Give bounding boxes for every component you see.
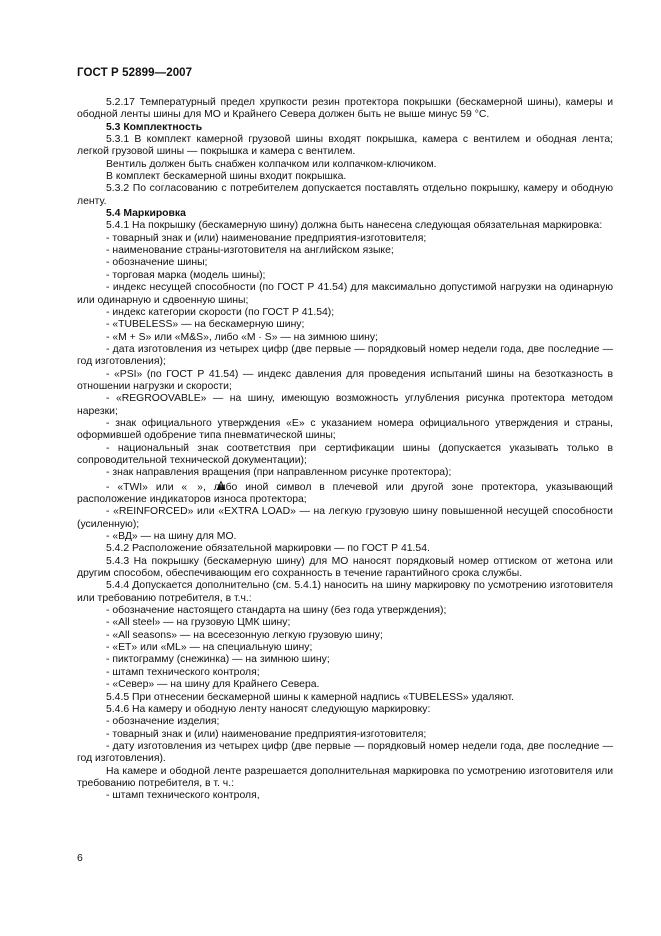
paragraph: - торговая марка (модель шины); — [106, 269, 266, 281]
paragraph: - дату изготовления из четырех цифр (две первые — порядковый номер недели года, две последние — год изготовления). — [77, 740, 613, 765]
paragraph: - штамп технического контроля; — [106, 666, 260, 678]
paragraph: - знак направления вращения (при направленном рисунке протектора); — [106, 467, 452, 479]
tread-wear-indicator-icon — [187, 480, 197, 491]
paragraph: - индекс несущей способности (по ГОСТ Р 41.54) для максимально допустимой нагрузки на одинарную или одинарную и сдвоенную шины; — [77, 282, 613, 306]
paragraph: - «PSI» (по ГОСТ Р 41.54) — индекс давления для проведения испытаний шины на безотказность в отношении нагрузки и скорости; — [77, 368, 613, 392]
paragraph: Вентиль должен быть снабжен колпачком или колпачком-ключиком. — [106, 158, 437, 170]
paragraph: - «Север» — на шину для Крайнего Севера. — [106, 679, 320, 691]
paragraph: 5.4.1 На покрышку (бескамерную шину) должна быть нанесена следующая обязательная маркировка: — [106, 220, 603, 232]
section-heading: 5.3 Комплектность — [106, 121, 203, 133]
paragraph: 5.4.6 На камеру и ободную ленту наносят следующую маркировку: — [106, 703, 431, 715]
paragraph: 5.4.5 При отнесении бескамерной шины к камерной надпись «TUBELESS» удаляют. — [106, 691, 515, 703]
paragraph: 5.4.3 На покрышку (бескамерную шину) для МО наносят порядковый номер оттиском от жетона или другим способом, обеспечивающим его сохранность в течение гарантийного срока службы. — [77, 555, 613, 580]
paragraph: - «ET» или «ML» — на специальную шину; — [106, 642, 313, 654]
document-body — [77, 97, 613, 803]
paragraph: - обозначение настоящего стандарта на шину (без года утверждения); — [106, 605, 447, 617]
paragraph: - национальный знак соответствия при сертификации шины (допускается указывать только в сопроводительной технической документации); — [77, 442, 613, 466]
paragraph: - «All steel» — на грузовую ЦМК шину; — [106, 617, 291, 629]
paragraph: - «M + S» или «M&S», либо «M · S» — на зимнюю шину; — [106, 331, 378, 343]
paragraph: 5.4.4 Допускается дополнительно (см. 5.4.1) наносить на шину маркировку по усмотрению изготовителя или требованию потребителя, в т.ч.: — [77, 580, 613, 604]
paragraph: 5.4.2 Расположение обязательной маркировки — по ГОСТ Р 41.54. — [106, 543, 430, 555]
paragraph: - товарный знак и (или) наименование предприятия-изготовителя; — [106, 232, 427, 244]
paragraph: - пиктограмму (снежинка) — на зимнюю шину; — [106, 654, 330, 666]
paragraph: - знак официального утверждения «Е» с указанием номера официального утверждения и страны, оформившей одобрение типа пневматической шины; — [77, 417, 613, 442]
paragraph: 5.3.1 В комплект камерной грузовой шины входят покрышка, камера с вентилем и ободная лента; легкой грузовой шины — покрышка и камера с вентилем. — [77, 134, 613, 158]
paragraph: - товарный знак и (или) наименование предприятия-изготовителя; — [106, 728, 427, 740]
paragraph — [77, 480, 613, 507]
paragraph: - штамп технического контроля, — [106, 790, 260, 802]
paragraph: - «All seasons» — на всесезонную легкую грузовую шину; — [106, 629, 383, 641]
paragraph: - «REGROOVABLE» — на шину, имеющую возможность углубления рисунка протектора методом нарезки; — [77, 393, 613, 417]
paragraph: - «ВД» — на шину для МО. — [106, 531, 237, 543]
paragraph: - наименование страны-изготовителя на английском языке; — [106, 245, 394, 257]
section-heading: 5.4 Маркировка — [106, 208, 186, 220]
paragraph: - «REINFORCED» или «EXTRA LOAD» — на легкую грузовую шину повышенной несущей способности (усиленную); — [77, 506, 613, 530]
paragraph: 5.3.2 По согласованию с потребителем допускается поставлять отдельно покрышку, камеру и ободную ленту. — [77, 183, 613, 207]
document-header: ГОСТ Р 52899—2007 — [77, 67, 193, 79]
page-number: 6 — [77, 852, 83, 864]
paragraph: - индекс категории скорости (по ГОСТ Р 41.54); — [106, 306, 335, 318]
paragraph-text: - «TWI» или « — [106, 481, 188, 493]
paragraph-text: », либо иной символ в плечевой или другой зоне протектора, указывающий расположение индикаторов износа протектора; — [77, 481, 613, 505]
paragraph: В комплект бескамерной шины входит покрышка. — [106, 171, 347, 183]
paragraph: - обозначение изделия; — [106, 716, 220, 728]
paragraph: - обозначение шины; — [106, 257, 208, 269]
paragraph: - «TUBELESS» — на бескамерную шину; — [106, 319, 305, 331]
paragraph: 5.2.17 Температурный предел хрупкости резин протектора покрышки (бескамерной шины), камеры и ободной ленты шины для МО и Крайнего Севера должен быть не выше минус 59 °С. — [77, 97, 613, 121]
paragraph: - дата изготовления из четырех цифр (две первые — порядковый номер недели года, две последние — год изготовления); — [77, 343, 613, 368]
paragraph: На камере и ободной ленте разрешается дополнительная маркировка по усмотрению изготовителя или требованию потребителя, в т. ч.: — [77, 765, 613, 789]
